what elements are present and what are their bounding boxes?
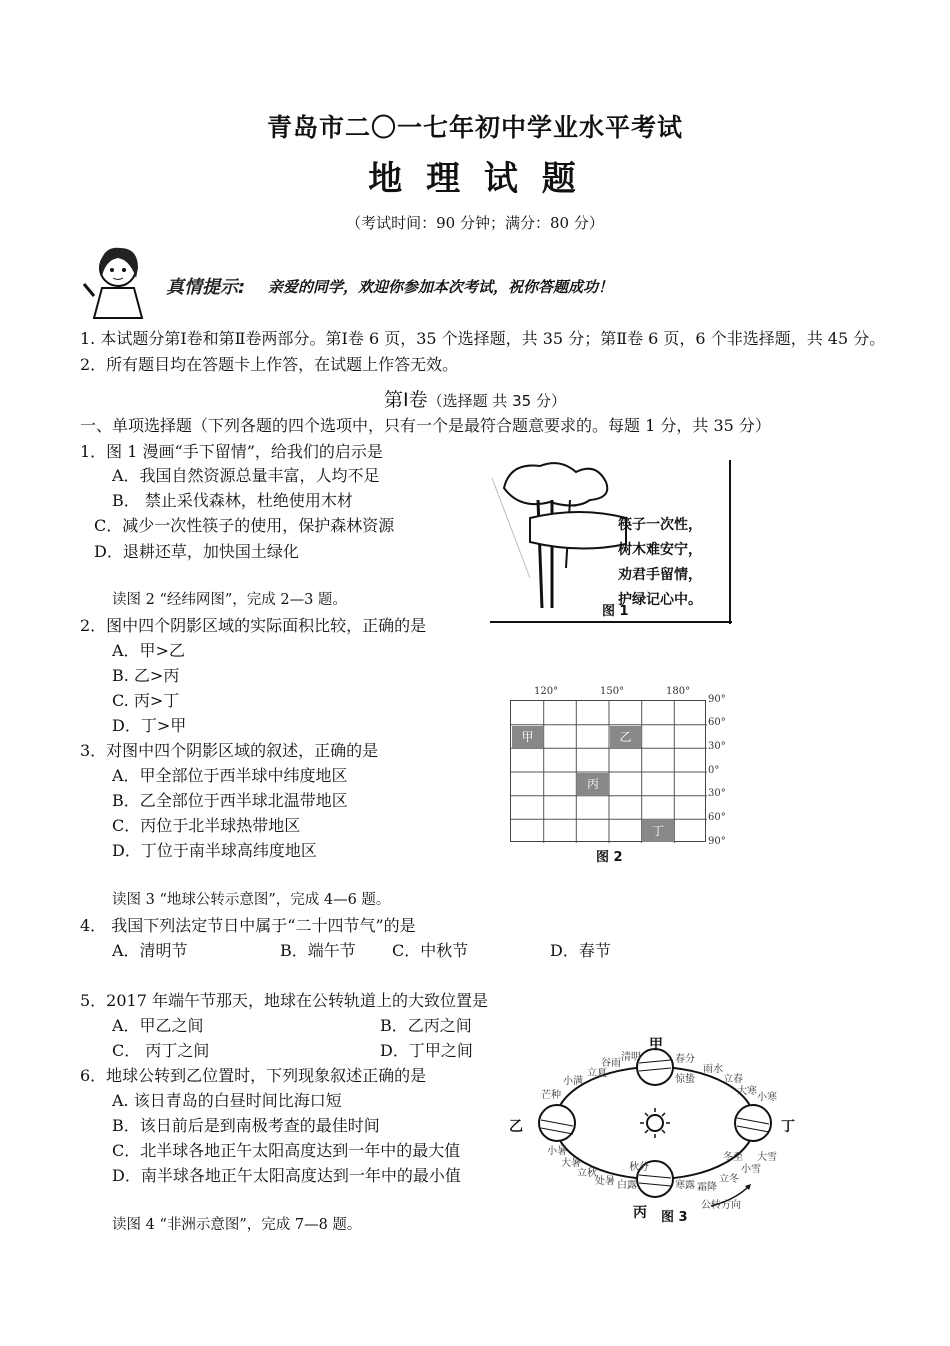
note-1: 1. 本试题分第Ⅰ卷和第Ⅱ卷两部分。第Ⅰ卷 6 页，35 个选择题，共 35 分；第Ⅱ卷 6 页，6 个非选择题，共 45 分。 xyxy=(80,329,886,348)
term-lidong: 立冬 xyxy=(719,1174,739,1185)
figure-1 xyxy=(490,458,732,624)
tip-label: 真情提示: xyxy=(166,277,246,298)
orbit-diagram xyxy=(505,1030,805,1226)
lat-60s: 60° xyxy=(708,812,726,823)
q1-option-a: A．我国自然资源总量丰富，人均不足 xyxy=(112,466,380,485)
cell-jia: 甲 xyxy=(512,726,543,748)
fig1-line-3: 劝君手留情， xyxy=(618,567,702,583)
term-hanlu: 寒露 xyxy=(675,1180,695,1191)
exam-info: （考试时间：90 分钟；满分：80 分） xyxy=(346,214,604,232)
q4-option-a: A．清明节 xyxy=(112,941,188,960)
term-lichun: 立春 xyxy=(723,1074,743,1085)
term-qiufen: 秋分 xyxy=(629,1162,649,1173)
fig3-caption: 图 3 xyxy=(661,1210,688,1225)
q4-option-b: B．端午节 xyxy=(280,941,356,960)
term-yushui: 雨水 xyxy=(703,1064,723,1075)
term-shuangjiang: 霜降 xyxy=(697,1182,717,1193)
section-header xyxy=(0,385,950,412)
q3-option-b: B．乙全部位于西半球北温带地区 xyxy=(112,791,348,810)
pos-ding: 丁 xyxy=(781,1119,795,1135)
q6-option-c: C．北半球各地正午太阳高度达到一年中的最大值 xyxy=(112,1141,461,1160)
term-xiaohan: 小寒 xyxy=(757,1092,777,1103)
fig1-line-2: 树木难安宁， xyxy=(618,542,702,558)
term-dahan: 大寒 xyxy=(737,1086,757,1097)
lon-120: 120° xyxy=(534,686,559,697)
cell-ding: 丁 xyxy=(642,820,674,842)
q1-option-d: D．退耕还草，加快国土绿化 xyxy=(94,542,299,561)
lon-180: 180° xyxy=(666,686,691,697)
q2-stem: 2．图中四个阴影区域的实际面积比较，正确的是 xyxy=(80,616,427,635)
term-guyu: 谷雨 xyxy=(601,1058,621,1069)
q2-option-b: B. 乙>丙 xyxy=(112,666,180,685)
q6-option-d: D．南半球各地正午太阳高度达到一年中的最小值 xyxy=(112,1166,461,1185)
fig1-caption: 图 1 xyxy=(602,604,629,619)
lat-60n: 60° xyxy=(708,717,726,728)
exam-title: 青岛市二〇一七年初中学业水平考试 xyxy=(266,113,683,142)
read-fig4: 读图 4 “非洲示意图”，完成 7—8 题。 xyxy=(112,1217,362,1233)
part1-instructions: 一、单项选择题（下列各题的四个选项中，只有一个是最符合题意要求的。每题 1 分，共 35 分） xyxy=(80,416,771,435)
lat-90n: 90° xyxy=(708,694,726,705)
q1-stem: 1．图 1 漫画“手下留情”，给我们的启示是 xyxy=(80,442,383,461)
subject-title: 地 理 试 题 xyxy=(368,159,582,199)
q6-option-b: B．该日前后是到南极考查的最佳时间 xyxy=(112,1116,380,1135)
q4-option-d: D．春节 xyxy=(550,941,611,960)
term-xiaoman: 小满 xyxy=(563,1076,583,1087)
term-daxue: 大雪 xyxy=(757,1152,777,1163)
lat-30s: 30° xyxy=(708,788,726,799)
cell-yi: 乙 xyxy=(610,726,641,748)
sun-icon xyxy=(640,1108,670,1138)
section-title: 第Ⅰ卷 xyxy=(383,389,428,411)
q5-option-a: A．甲乙之间 xyxy=(112,1016,204,1035)
fig1-line-4: 护绿记心中。 xyxy=(618,592,702,608)
pos-bing: 丙 xyxy=(633,1205,647,1221)
term-liqiu: 立秋 xyxy=(577,1168,597,1179)
figure-3-orbit xyxy=(505,1030,805,1226)
q2-option-c: C. 丙>丁 xyxy=(112,691,180,710)
q1-option-c: C．减少一次性筷子的使用，保护森林资源 xyxy=(94,516,395,535)
term-mangzhong: 芒种 xyxy=(541,1090,561,1101)
lat-30n: 30° xyxy=(708,741,726,752)
term-xiaoxue: 小雪 xyxy=(741,1164,761,1175)
lat-90s: 90° xyxy=(708,836,726,847)
q1-option-b: B． 禁止采伐森林，杜绝使用木材 xyxy=(112,491,353,510)
term-dashu: 大暑 xyxy=(561,1158,581,1169)
fig1-line-1: 筷子一次性， xyxy=(618,517,702,533)
orbit-direction: 公转方向 xyxy=(701,1200,741,1211)
q4-stem: 4． 我国下列法定节日中属于“二十四节气”的是 xyxy=(80,916,416,935)
term-chushu: 处暑 xyxy=(595,1176,615,1187)
q5-stem: 5．2017 年端午节那天，地球在公转轨道上的大致位置是 xyxy=(80,991,488,1010)
q2-option-d: D．丁>甲 xyxy=(112,716,187,735)
q4-option-c: C．中秋节 xyxy=(392,941,469,960)
q5-option-d: D．丁甲之间 xyxy=(380,1041,473,1060)
section-sub: （选择题 共 35 分） xyxy=(427,392,566,410)
lon-150: 150° xyxy=(600,686,625,697)
term-dongzhi: 冬至 xyxy=(723,1152,743,1163)
student-cartoon-icon xyxy=(80,240,160,320)
q2-option-a: A．甲>乙 xyxy=(112,641,185,660)
tip-text: 亲爱的同学，欢迎你参加本次考试，祝你答题成功！ xyxy=(268,278,614,296)
cell-bing: 丙 xyxy=(577,773,609,795)
q6-stem: 6．地球公转到乙位置时，下列现象叙述正确的是 xyxy=(80,1066,427,1085)
grid-area xyxy=(510,700,706,842)
q3-option-d: D．丁位于南半球高纬度地区 xyxy=(112,841,317,860)
term-xiaoshu: 小暑 xyxy=(547,1146,567,1157)
read-fig3: 读图 3 “地球公转示意图”，完成 4—6 题。 xyxy=(112,892,391,908)
q3-option-c: C．丙位于北半球热带地区 xyxy=(112,816,301,835)
term-jingzhe: 惊蛰 xyxy=(675,1074,695,1085)
pos-jia: 甲 xyxy=(649,1037,663,1053)
q5-option-b: B．乙丙之间 xyxy=(380,1016,472,1035)
q3-stem: 3．对图中四个阴影区域的叙述，正确的是 xyxy=(80,741,379,760)
figure-2-grid xyxy=(500,684,740,864)
term-bailu: 白露 xyxy=(617,1180,637,1191)
q3-option-a: A．甲全部位于西半球中纬度地区 xyxy=(112,766,348,785)
term-chunfen: 春分 xyxy=(675,1054,695,1065)
q6-option-a: A. 该日青岛的白昼时间比海口短 xyxy=(112,1091,342,1110)
read-fig2: 读图 2 “经纬网图”，完成 2—3 题。 xyxy=(112,592,347,608)
pos-yi: 乙 xyxy=(509,1119,523,1135)
lat-0: 0° xyxy=(708,765,720,776)
term-qingming: 清明 xyxy=(621,1052,641,1063)
note-2: 2．所有题目均在答题卡上作答，在试题上作答无效。 xyxy=(80,355,459,374)
term-lixia: 立夏 xyxy=(587,1068,607,1079)
fig2-caption: 图 2 xyxy=(596,850,623,865)
q5-option-c: C． 丙丁之间 xyxy=(112,1041,210,1060)
